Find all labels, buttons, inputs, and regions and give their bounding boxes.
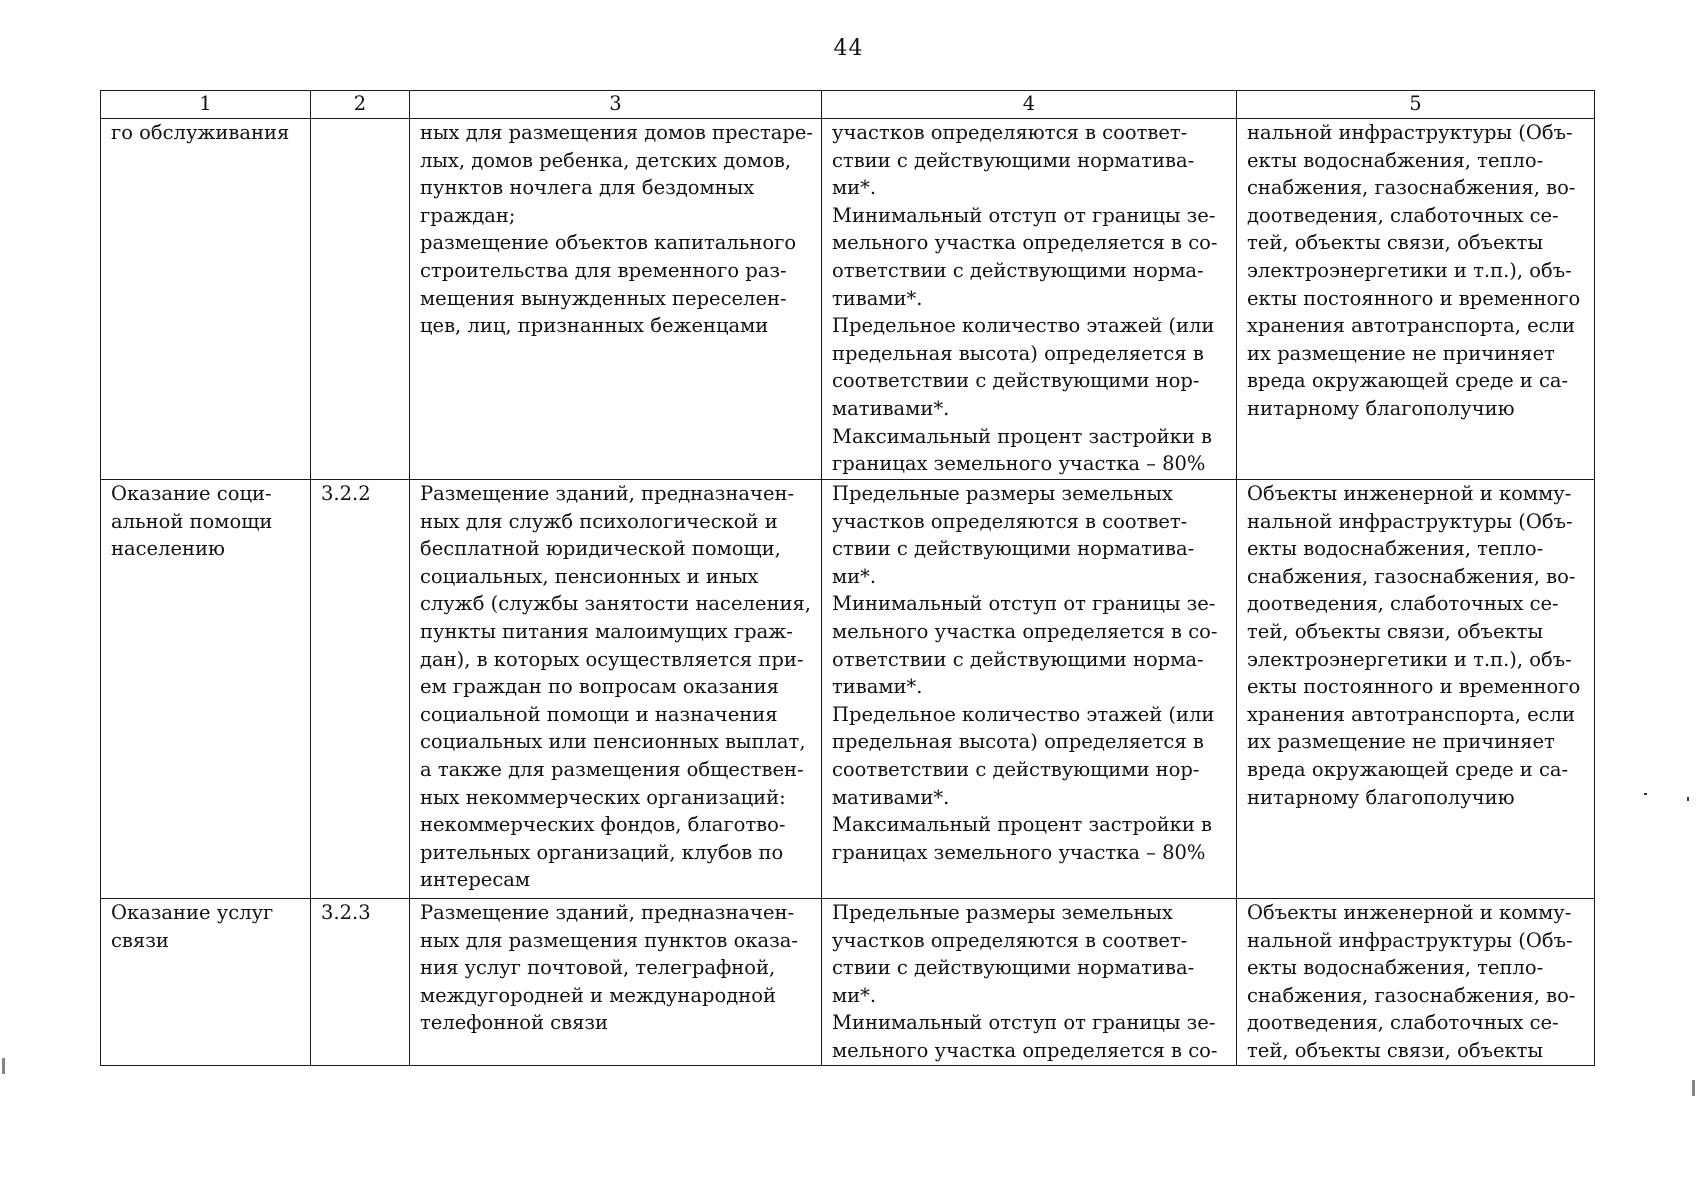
text-line: некоммерческих фондов, благотво- (420, 813, 786, 837)
text-line: социальных, пенсионных и иных (420, 564, 759, 588)
cell-name (101, 119, 311, 480)
text-line: хранения автотранспорта, если (1247, 314, 1575, 338)
cell-parameters (822, 480, 1237, 899)
text-line: междугородней и международной (420, 983, 776, 1007)
text-line: Предельные размеры земельных (832, 901, 1173, 924)
text-line: Предельное количество этажей (или (832, 702, 1215, 726)
table-header-row (101, 91, 1595, 119)
text-line: Минимальный отступ от границы зе- (832, 203, 1216, 227)
text-line: тивами*. (832, 675, 923, 699)
text-line: Оказание соци- (111, 482, 272, 505)
text-line: нальной инфраструктуры (Объ- (1247, 121, 1573, 144)
cell-auxiliary (1237, 119, 1595, 480)
table-row (101, 480, 1595, 899)
cell-name (101, 480, 311, 899)
text-line: пункты питания малоимущих граж- (420, 619, 793, 643)
text-line: екты водоснабжения, тепло- (1247, 148, 1544, 172)
text-line: Минимальный отступ от границы зе- (832, 1011, 1216, 1035)
text-line: снабжения, газоснабжения, во- (1247, 176, 1576, 200)
text-line: ем граждан по вопросам оказания (420, 675, 779, 699)
text-line: доотведения, слаботочных се- (1247, 592, 1559, 616)
text-line: рительных организаций, клубов по (420, 840, 784, 864)
text-line: границах земельного участка – 80% (832, 840, 1206, 864)
cell-name (101, 899, 311, 1066)
column-header-1: 1 (101, 91, 311, 119)
text-line: го обслуживания (111, 121, 290, 144)
text-line: их размещение не причиняет (1247, 730, 1555, 754)
text-line: ответствии с действующими норма- (832, 258, 1204, 282)
text-line: электроэнергетики и т.п.), объ- (1247, 647, 1572, 671)
table-row (101, 899, 1595, 1066)
cell-auxiliary (1237, 899, 1595, 1066)
column-header-2: 2 (311, 91, 410, 119)
text-line: населению (111, 537, 225, 561)
text-line: мельного участка определяется в со- (832, 1038, 1218, 1062)
text-line: лых, домов ребенка, детских домов, (420, 148, 792, 172)
text-line: участков определяются в соответ- (832, 509, 1188, 533)
text-line: дан), в которых осуществляется при- (420, 647, 804, 671)
text-line: связи (111, 928, 169, 952)
text-line: Предельное количество этажей (или (832, 314, 1215, 338)
text-line: ных для служб психологической и (420, 509, 778, 533)
text-line: цев, лиц, признанных беженцами (420, 314, 769, 338)
column-header-3: 3 (410, 91, 822, 119)
text-line: ми*. (832, 983, 877, 1007)
text-line: екты водоснабжения, тепло- (1247, 537, 1544, 561)
cell-parameters (822, 899, 1237, 1066)
text-line: ответствии с действующими норма- (832, 647, 1204, 671)
text-line: ных для размещения домов престаре- (420, 121, 814, 144)
text-line: соответствии с действующими нор- (832, 757, 1200, 781)
text-line: пунктов ночлега для бездомных (420, 176, 755, 200)
text-line: Размещение зданий, предназначен- (420, 482, 795, 505)
cell-description (410, 899, 822, 1066)
text-line: альной помощи (111, 509, 273, 533)
text-line: ствии с действующими норматива- (832, 148, 1195, 172)
text-line: хранения автотранспорта, если (1247, 702, 1575, 726)
cell-code: 3.2.2 (311, 480, 410, 899)
text-line: предельная высота) определяется в (832, 730, 1204, 754)
text-line: электроэнергетики и т.п.), объ- (1247, 258, 1572, 282)
text-line: Максимальный процент застройки в (832, 424, 1213, 448)
cell-parameters (822, 119, 1237, 480)
text-line: екты водоснабжения, тепло- (1247, 956, 1544, 980)
text-line: ми*. (832, 176, 877, 200)
text-line: нитарному благополучию (1247, 785, 1515, 809)
text-line: ствии с действующими норматива- (832, 537, 1195, 561)
page-number: 44 (833, 36, 864, 61)
table-row (101, 119, 1595, 480)
text-line: Объекты инженерной и комму- (1247, 901, 1572, 924)
text-line: соответствии с действующими нор- (832, 369, 1200, 393)
text-line: нитарному благополучию (1247, 396, 1515, 420)
scan-mark (1644, 793, 1647, 795)
text-line: мельного участка определяется в со- (832, 619, 1218, 643)
cell-description (410, 119, 822, 480)
text-line: служб (службы занятости населения, (420, 592, 811, 616)
text-line: ствии с действующими норматива- (832, 956, 1195, 980)
text-line: границах земельного участка – 80% (832, 452, 1206, 476)
text-line: а также для размещения обществен- (420, 757, 804, 781)
text-line: тей, объекты связи, объекты (1247, 231, 1543, 255)
text-line: ных для размещения пунктов оказа- (420, 928, 798, 952)
text-line: мативами*. (832, 785, 950, 809)
regulation-table (100, 90, 1595, 1066)
text-line: екты постоянного и временного (1247, 675, 1581, 699)
text-line: их размещение не причиняет (1247, 341, 1555, 365)
cell-code: 3.2.3 (311, 899, 410, 1066)
scan-mark (2, 1058, 5, 1074)
text-line: вреда окружающей среде и са- (1247, 757, 1569, 781)
text-line: снабжения, газоснабжения, во- (1247, 983, 1576, 1007)
cell-description (410, 480, 822, 899)
text-line: участков определяются в соответ- (832, 121, 1188, 144)
cell-code (311, 119, 410, 480)
text-line: тивами*. (832, 286, 923, 310)
text-line: Предельные размеры земельных (832, 482, 1173, 505)
text-line: доотведения, слаботочных се- (1247, 203, 1559, 227)
text-line: социальной помощи и назначения (420, 702, 778, 726)
text-line: мещения вынужденных переселен- (420, 286, 787, 310)
text-line: ми*. (832, 564, 877, 588)
text-line: нальной инфраструктуры (Объ- (1247, 928, 1573, 952)
column-header-5: 5 (1237, 91, 1595, 119)
text-line: строительства для временного раз- (420, 258, 787, 282)
text-line: Минимальный отступ от границы зе- (832, 592, 1216, 616)
text-line: снабжения, газоснабжения, во- (1247, 564, 1576, 588)
text-line: нальной инфраструктуры (Объ- (1247, 509, 1573, 533)
scan-mark (1692, 1080, 1695, 1096)
text-line: телефонной связи (420, 1011, 609, 1035)
scan-mark (1687, 797, 1689, 801)
text-line: вреда окружающей среде и са- (1247, 369, 1569, 393)
text-line: мельного участка определяется в со- (832, 231, 1218, 255)
text-line: ния услуг почтовой, телеграфной, (420, 956, 776, 980)
text-line: предельная высота) определяется в (832, 341, 1204, 365)
text-line: Размещение зданий, предназначен- (420, 901, 795, 924)
cell-auxiliary (1237, 480, 1595, 899)
text-line: размещение объектов капитального (420, 231, 797, 255)
text-line: социальных или пенсионных выплат, (420, 730, 806, 754)
text-line: доотведения, слаботочных се- (1247, 1011, 1559, 1035)
text-line: участков определяются в соответ- (832, 928, 1188, 952)
text-line: интересам (420, 868, 531, 892)
text-line: Оказание услуг (111, 901, 274, 924)
text-line: бесплатной юридической помощи, (420, 537, 781, 561)
text-line: ных некоммерческих организаций: (420, 785, 786, 809)
column-header-4: 4 (822, 91, 1237, 119)
text-line: Максимальный процент застройки в (832, 813, 1213, 837)
text-line: тей, объекты связи, объекты (1247, 619, 1543, 643)
text-line: екты постоянного и временного (1247, 286, 1581, 310)
text-line: мативами*. (832, 396, 950, 420)
text-line: тей, объекты связи, объекты (1247, 1038, 1543, 1062)
text-line: граждан; (420, 203, 516, 227)
text-line: Объекты инженерной и комму- (1247, 482, 1572, 505)
